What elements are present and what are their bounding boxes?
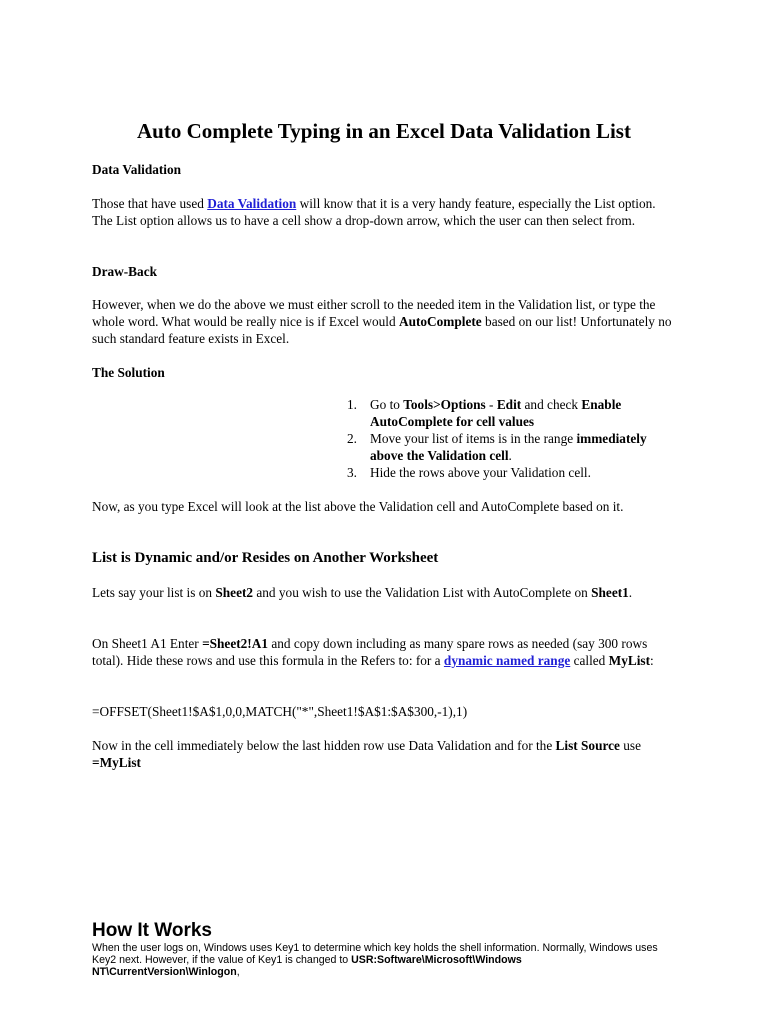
heading-draw-back: Draw-Back [92,264,157,279]
heading-the-solution: The Solution [92,365,165,380]
paragraph-how-it-works: When the user logs on, Windows uses Key1 to determine which key holds the shell information. Normally, Windows uses Key2 next. However, if the value of Key1 is changed to USR:Software\Microsoft\Windows NT\CurrentVersion\Winlogon, [92,942,658,978]
heading-data-validation: Data Validation [92,162,182,177]
list-item: 1. Go to Tools>Options - Edit and check Enable AutoComplete for cell values [347,397,622,429]
list-item: 2. Move your list of items is in the range immediately above the Validation cell. [347,431,647,463]
paragraph-list-source: Now in the cell immediately below the last hidden row use Data Validation and for the List Source use =MyList [92,738,642,770]
paragraph-intro: Those that have used Data Validation will know that it is a very handy feature, especially the List option. The List option allows us to have a cell show a drop-down arrow, which the user can then select from. [92,196,656,228]
list-item: 3. Hide the rows above your Validation cell. [347,465,591,480]
dynamic-named-range-link[interactable]: dynamic named range [443,653,571,668]
formula-text: =OFFSET(Sheet1!$A$1,0,0,MATCH("*",Sheet1!$A$1:$A$300,-1),1) [92,704,468,719]
paragraph-draw-back: However, when we do the above we must either scroll to the needed item in the Validation list, or type the whole word. What would be really nice is if Excel would AutoComplete based on our list! Unfortunately no such standard feature exists in Excel. [92,297,672,346]
solution-steps-list [345,396,665,481]
page-title: Auto Complete Typing in an Excel Data Validation List [137,119,631,143]
paragraph-sheet2: Lets say your list is on Sheet2 and you wish to use the Validation List with AutoComplete on Sheet1. [92,585,633,600]
heading-dynamic-list: List is Dynamic and/or Resides on Another Worksheet [92,550,439,566]
paragraph-sheet1: On Sheet1 A1 Enter =Sheet2!A1 and copy down including as many spare rows as needed (say 300 rows total). Hide these rows and use this formula in the Refers to: for a dynamic named range called MyList: [92,636,654,668]
data-validation-link[interactable]: Data Validation [207,196,297,211]
paragraph-after-steps: Now, as you type Excel will look at the list above the Validation cell and AutoComplete based on it. [92,499,624,514]
heading-how-it-works: How It Works [92,920,212,941]
